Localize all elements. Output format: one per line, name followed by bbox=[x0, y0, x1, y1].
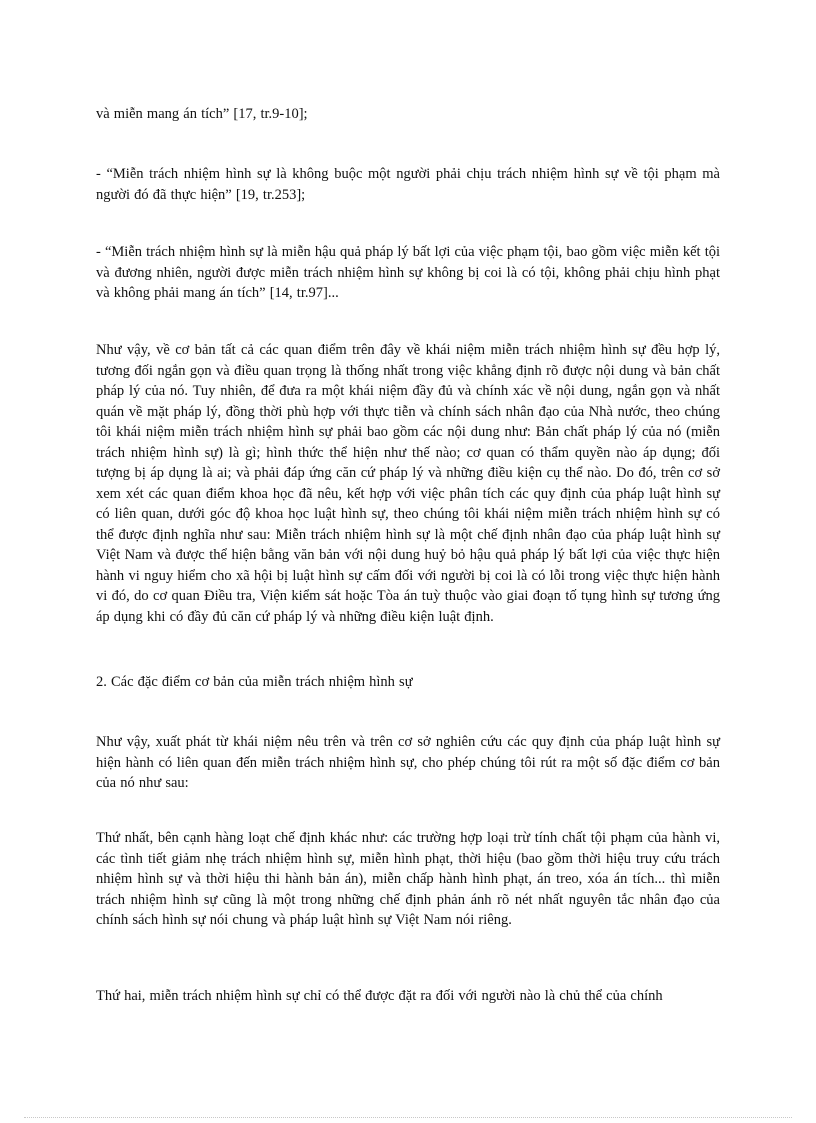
paragraph-quote-definition-2: - “Miễn trách nhiệm hình sự là không buộc một người phải chịu trách nhiệm hình sự về tội phạm mà người đó đã thực hiện” [19, tr.253]; bbox=[96, 166, 720, 203]
paragraph-feature-first: Thứ nhất, bên cạnh hàng loạt chế định khác như: các trường hợp loại trừ tính chất tội phạm của hành vi, các tình tiết giảm nhẹ trách nhiệm hình sự, miễn hình phạt, thời hiệu (bao gồm thời hiệu truy cứu trách nhiệm hình sự và thời hiệu thi hành bản án), miễn chấp hành hình phạt, án treo, xóa án tích... thì miễn trách nhiệm hình sự cũng là một trong những chế định phản ánh rõ nét nhất nguyên tắc nhân đạo của chính sách hình sự nói chung và pháp luật hình sự Việt Nam nói riêng. bbox=[96, 830, 720, 928]
paragraph-quote-definition-3: - “Miễn trách nhiệm hình sự là miễn hậu quả pháp lý bất lợi của việc phạm tội, bao gồm việc miễn kết tội và đương nhiên, người được miễn trách nhiệm hình sự không bị coi là có tội, không phải chịu hình phạt và không phải mang án tích” [14, tr.97]... bbox=[96, 244, 720, 301]
paragraph-analysis-definition: Như vậy, về cơ bản tất cả các quan điểm trên đây về khái niệm miễn trách nhiệm hình sự đều hợp lý, tương đối ngắn gọn và điều quan trọng là thống nhất trong việc khẳng định rõ được nội dung và bản chất pháp lý của nó. Tuy nhiên, để đưa ra một khái niệm đầy đủ và chính xác về nội dung, ngắn gọn và nhất quán về mặt pháp lý, đồng thời phù hợp với thực tiễn và chính sách nhân đạo của Nhà nước, theo chúng tôi khái niệm miễn trách nhiệm hình sự phải bao gồm các nội dung như: Bản chất pháp lý của nó (miễn trách nhiệm hình sự) là gì; hình thức thể hiện như thế nào; cơ quan có thẩm quyền nào áp dụng; đối tượng bị áp dụng là ai; và phải đáp ứng căn cứ pháp lý và những điều kiện cụ thể nào. Do đó, trên cơ sở xem xét các quan điểm khoa học đã nêu, kết hợp với việc phân tích các quy định của pháp luật hình sự có liên quan, dưới góc độ khoa học luật hình sự, theo chúng tôi khái niệm miễn trách nhiệm hình sự có thể được định nghĩa như sau: Miễn trách nhiệm hình sự là một chế định nhân đạo của pháp luật hình sự Việt Nam và được thể hiện bằng văn bản với nội dung huỷ bỏ hậu quả pháp lý bất lợi của việc thực hiện hành vi nguy hiểm cho xã hội bị luật hình sự cấm đối với người bị coi là có lỗi trong việc thực hiện hành vi đó, do cơ quan Điều tra, Viện kiểm sát hoặc Tòa án tuỳ thuộc vào giai đoạn tố tụng hình sự tương ứng áp dụng khi có đầy đủ căn cứ pháp lý và những điều kiện luật định. bbox=[96, 342, 720, 625]
paragraph-features-intro: Như vậy, xuất phát từ khái niệm nêu trên và trên cơ sở nghiên cứu các quy định của pháp luật hình sự hiện hành có liên quan đến miễn trách nhiệm hình sự, cho phép chúng tôi rút ra một số đặc điểm cơ bản của nó như sau: bbox=[96, 734, 720, 791]
page-bottom-divider bbox=[24, 1117, 792, 1118]
section-heading: 2. Các đặc điểm cơ bản của miễn trách nhiệm hình sự bbox=[96, 674, 413, 690]
paragraph-citation-continuation: và miễn mang án tích” [17, tr.9-10]; bbox=[96, 106, 308, 122]
paragraph-feature-second: Thứ hai, miễn trách nhiệm hình sự chỉ có thể được đặt ra đối với người nào là chủ thể của chính bbox=[96, 988, 663, 1004]
